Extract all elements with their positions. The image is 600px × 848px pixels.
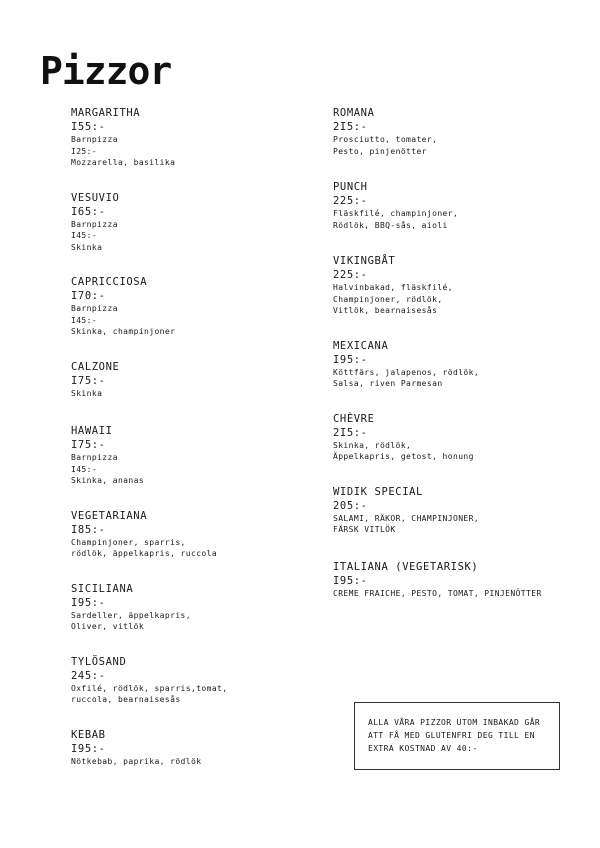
item-line: I45:- [71,231,98,240]
item-name: CALZONE [71,360,120,373]
item-line: Champinjoner, sparris, [71,537,186,547]
notice-line: EXTRA KOSTNAD AV 40:- [368,744,478,753]
item-line: Prosciutto, tomater, [333,135,438,144]
item-name: MARGARITHA [71,107,141,119]
item-line: Skinka, champinjoner [71,327,176,336]
item-line: Skinka, ananas [71,476,145,485]
item-line: Salsa, riven Parmesan [333,379,443,388]
item-line: Nötkebab, paprika, rödlök [71,756,202,766]
item-price: 2I5:- [333,121,368,133]
item-name: HAWAII [71,425,113,437]
menu-item [71,582,311,633]
item-line: Rödlök, BBQ-sås, aioli [333,220,448,230]
menu-item [71,360,311,400]
item-line: Vitlök, bearnaisesås [333,306,438,315]
item-name: MEXICANA [333,339,389,352]
menu-item [71,728,311,768]
item-line: FÄRSK VITLÖK [333,525,396,534]
menu-item [333,412,583,463]
item-price: I95:- [333,574,368,587]
menu-item [71,509,311,560]
gluten-free-notice-box [354,702,560,770]
menu-item [71,191,311,254]
menu-item [71,424,311,487]
item-line: Fläskfilé, champinjoner, [333,209,459,218]
item-price: I75:- [71,439,106,451]
item-name: TYLÖSAND [71,655,127,668]
item-line: Skinka, rödlök, [333,440,412,450]
menu-item [333,560,583,600]
menu-item [71,655,311,706]
menu-item [333,339,583,390]
item-line: Sardeller, äppelkapris, [71,610,191,620]
menu-item [333,180,583,231]
item-line: Barnpizza [71,304,118,313]
item-line: Skinka [71,242,103,252]
item-price: I65:- [71,205,106,218]
menu-item [333,485,583,536]
item-name: ITALIANA (VEGETARISK) [333,560,479,573]
item-price: I95:- [71,742,106,755]
item-line: I45:- [71,464,98,474]
item-line: I45:- [71,315,98,325]
item-name: KEBAB [71,728,106,741]
item-line: Barnpizza [71,453,118,462]
item-price: 225:- [333,269,368,281]
item-line: Halvinbakad, fläskfilé, [333,283,453,292]
item-price: I75:- [71,374,106,387]
item-line: Champinjoner, rödlök, [333,294,443,304]
menu-column-right [333,106,583,599]
item-line: I25:- [71,146,98,156]
item-line: Äppelkapris, getost, honung [333,452,474,461]
menu-item [333,254,583,317]
item-name: VESUVIO [71,191,120,204]
menu-item [71,106,311,169]
item-name: ROMANA [333,107,375,119]
menu-column-left [71,106,311,767]
item-price: 245:- [71,669,106,682]
item-line: Pesto, pinjenötter [333,146,427,156]
menu-item [71,275,311,338]
item-line: Skinka [71,388,103,398]
item-price: 225:- [333,195,368,207]
notice-line: ALLA VÅRA PIZZOR UTOM INBAKAD GÅR [368,718,541,727]
item-name: PUNCH [333,181,368,193]
item-price: 2I5:- [333,426,368,439]
item-name: CAPRICCIOSA [71,276,148,288]
item-line: Barnpizza [71,135,118,144]
item-name: CHÈVRE [333,412,375,425]
item-line: Mozzarella, basilika [71,158,176,167]
item-line: Köttfärs, jalapenos, rödlök, [333,367,480,377]
item-price: I55:- [71,121,106,133]
item-price: I70:- [71,290,106,302]
item-line: SALAMI, RÄKOR, CHAMPINJONER, [333,513,480,523]
item-line: Oxfilé, rödlök, sparris,tomat, [71,683,228,693]
menu-item [333,106,583,157]
notice-line: ATT FÅ MED GLUTENFRI DEG TILL EN [368,731,535,740]
item-name: WIDIK SPECIAL [333,485,423,498]
item-line: CREME FRAICHE, PESTO, TOMAT, PINJENÖTTER [333,588,542,598]
item-line: Oliver, vitlök [71,622,145,631]
item-line: Barnpizza [71,219,118,229]
item-line: ruccola, bearnaisesås [71,695,181,704]
item-price: I85:- [71,523,106,536]
item-name: VEGETARIANA [71,509,148,522]
item-price: 205:- [333,499,368,512]
page-title: Pizzor [40,49,172,93]
item-name: SICILIANA [71,582,134,595]
item-name: VIKINGBÅT [333,255,396,267]
item-price: I95:- [71,596,106,609]
item-line: rödlök, äppelkapris, ruccola [71,549,218,558]
item-price: I95:- [333,353,368,366]
